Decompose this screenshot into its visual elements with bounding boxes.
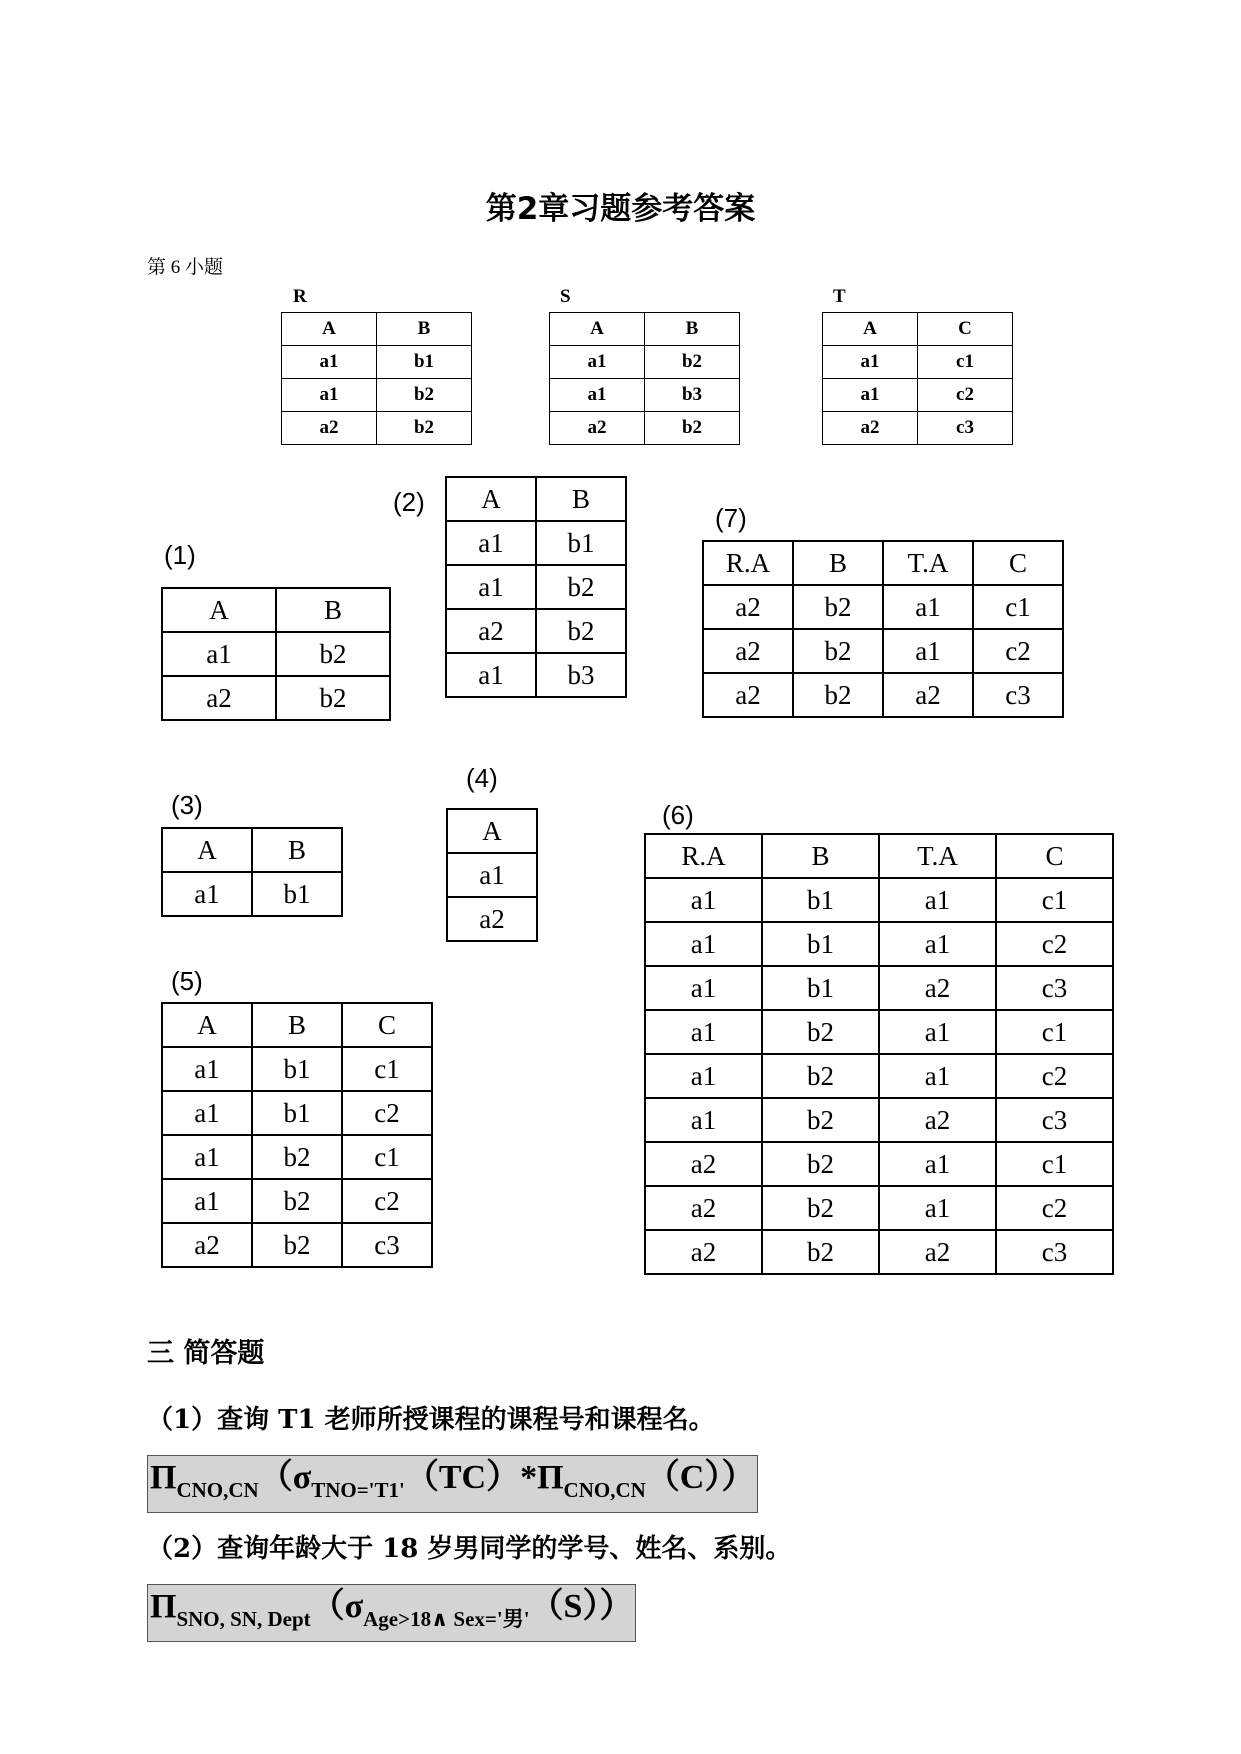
table-cell: a2 xyxy=(446,609,536,653)
table-cell: b1 xyxy=(252,1047,342,1091)
table-cell: b2 xyxy=(762,1010,879,1054)
formula-1-tail: （C）） xyxy=(645,1459,756,1496)
table-row xyxy=(823,346,1013,379)
table-cell: a2 xyxy=(162,1223,252,1267)
relation-t-table xyxy=(822,312,1013,445)
question-1-formula xyxy=(147,1455,758,1513)
table-cell: a1 xyxy=(883,629,973,673)
table-header-cell: B xyxy=(252,828,342,872)
table-cell: b2 xyxy=(377,379,472,412)
table-cell: b2 xyxy=(252,1135,342,1179)
table-header-cell: T.A xyxy=(879,834,996,878)
relation-name-t: T xyxy=(833,286,846,307)
table-cell: b2 xyxy=(645,346,740,379)
table-header-cell: A xyxy=(447,809,537,853)
table-row xyxy=(162,1091,432,1135)
table-cell: c1 xyxy=(996,1142,1113,1186)
answer-6-table xyxy=(644,833,1114,1275)
table-cell: c2 xyxy=(973,629,1063,673)
table-cell: a2 xyxy=(883,673,973,717)
table-cell: b3 xyxy=(645,379,740,412)
table-row xyxy=(446,609,626,653)
table-header-cell: B xyxy=(536,477,626,521)
table-cell: b2 xyxy=(762,1054,879,1098)
table-cell: b2 xyxy=(793,629,883,673)
table-cell: a1 xyxy=(879,922,996,966)
table-cell: a1 xyxy=(282,346,377,379)
table-cell: a2 xyxy=(645,1142,762,1186)
table-cell: a1 xyxy=(645,1054,762,1098)
table-cell: a2 xyxy=(282,412,377,445)
table-cell: c2 xyxy=(342,1091,432,1135)
table-header-cell: B xyxy=(276,588,390,632)
table-cell: a2 xyxy=(550,412,645,445)
table-row xyxy=(703,585,1063,629)
table-cell: c3 xyxy=(996,966,1113,1010)
table-cell: c2 xyxy=(996,922,1113,966)
table-cell: c3 xyxy=(996,1098,1113,1142)
answer-5-table xyxy=(161,1002,433,1268)
table-row xyxy=(645,1010,1113,1054)
table-header-row xyxy=(162,1003,432,1047)
table-header-cell: A xyxy=(550,313,645,346)
table-header-cell: B xyxy=(645,313,740,346)
table-cell: a2 xyxy=(645,1230,762,1274)
table-cell: a1 xyxy=(879,1010,996,1054)
table-cell: a1 xyxy=(282,379,377,412)
table-header-row xyxy=(703,541,1063,585)
table-cell: b1 xyxy=(252,1091,342,1135)
table-row xyxy=(703,629,1063,673)
answer-label-6: (6) xyxy=(662,800,694,830)
relation-name-s: S xyxy=(560,286,571,307)
table-cell: c2 xyxy=(996,1186,1113,1230)
table-header-row xyxy=(645,834,1113,878)
table-cell: b2 xyxy=(762,1142,879,1186)
table-cell: a2 xyxy=(162,676,276,720)
table-cell: a1 xyxy=(879,1054,996,1098)
table-row xyxy=(446,565,626,609)
table-cell: b2 xyxy=(762,1098,879,1142)
table-row xyxy=(645,1098,1113,1142)
answer-7-table xyxy=(702,540,1064,718)
question-1-text: （1）查询 T1 老师所授课程的课程号和课程名。 xyxy=(147,1405,715,1435)
question-2-formula xyxy=(147,1584,636,1642)
table-row xyxy=(447,897,537,941)
formula-1-pi: Π xyxy=(150,1459,177,1496)
table-row xyxy=(823,412,1013,445)
table-cell: a2 xyxy=(703,673,793,717)
table-header-cell: B xyxy=(377,313,472,346)
table-cell: a2 xyxy=(879,1230,996,1274)
table-row xyxy=(282,346,472,379)
answer-label-1: (1) xyxy=(164,540,196,570)
table-row xyxy=(550,412,740,445)
table-cell: b1 xyxy=(762,966,879,1010)
table-header-cell: A xyxy=(282,313,377,346)
table-cell: b2 xyxy=(645,412,740,445)
table-header-cell: A xyxy=(162,828,252,872)
table-header-row xyxy=(162,828,342,872)
section-heading: 三 简答题 xyxy=(147,1338,265,1369)
table-cell: c1 xyxy=(342,1135,432,1179)
table-cell: b1 xyxy=(762,922,879,966)
table-row xyxy=(162,676,390,720)
table-header-row xyxy=(162,588,390,632)
formula-2-sigma-sub: Age>18∧ Sex='男' xyxy=(363,1607,530,1631)
table-header-cell: T.A xyxy=(883,541,973,585)
table-cell: c3 xyxy=(973,673,1063,717)
answer-label-5: (5) xyxy=(171,966,203,996)
table-cell: c2 xyxy=(996,1054,1113,1098)
table-cell: b2 xyxy=(536,609,626,653)
formula-2-sigma: （σ xyxy=(310,1588,364,1625)
table-cell: b3 xyxy=(536,653,626,697)
table-cell: a1 xyxy=(883,585,973,629)
relation-name-r: R xyxy=(293,286,307,307)
formula-1-sigma-sub: TNO='T1' xyxy=(311,1478,405,1502)
table-header-cell: R.A xyxy=(703,541,793,585)
table-cell: a1 xyxy=(162,632,276,676)
table-cell: c1 xyxy=(996,878,1113,922)
table-cell: c2 xyxy=(918,379,1013,412)
table-cell: a2 xyxy=(645,1186,762,1230)
table-row xyxy=(645,1054,1113,1098)
page-title: 第2章习题参考答案 xyxy=(485,191,756,227)
table-cell: a1 xyxy=(823,379,918,412)
relation-r-table xyxy=(281,312,472,445)
table-cell: a1 xyxy=(162,1179,252,1223)
table-row xyxy=(550,346,740,379)
table-row xyxy=(282,379,472,412)
formula-1-pi2-sub: CNO,CN xyxy=(563,1478,646,1502)
table-header-cell: C xyxy=(973,541,1063,585)
table-header-cell: B xyxy=(793,541,883,585)
table-cell: b2 xyxy=(762,1186,879,1230)
table-row xyxy=(645,922,1113,966)
table-header-cell: A xyxy=(823,313,918,346)
table-cell: c3 xyxy=(342,1223,432,1267)
table-row xyxy=(645,878,1113,922)
table-cell: c1 xyxy=(996,1010,1113,1054)
table-cell: b2 xyxy=(252,1223,342,1267)
table-cell: a1 xyxy=(446,521,536,565)
formula-2-pi: Π xyxy=(150,1588,177,1625)
table-row xyxy=(282,412,472,445)
table-cell: c1 xyxy=(918,346,1013,379)
table-cell: a1 xyxy=(162,1091,252,1135)
table-header-cell: A xyxy=(162,1003,252,1047)
answer-1-table xyxy=(161,587,391,721)
table-cell: a2 xyxy=(703,585,793,629)
table-cell: b2 xyxy=(377,412,472,445)
table-row xyxy=(645,966,1113,1010)
table-cell: a2 xyxy=(447,897,537,941)
question-2-text: （2）查询年龄大于 18 岁男同学的学号、姓名、系别。 xyxy=(147,1534,792,1564)
formula-1-pi-sub: CNO,CN xyxy=(176,1478,259,1502)
table-row xyxy=(162,1047,432,1091)
formula-1-sigma: （σ xyxy=(258,1459,312,1496)
table-cell: a1 xyxy=(879,878,996,922)
answer-label-4: (4) xyxy=(466,763,498,793)
table-row xyxy=(162,872,342,916)
table-cell: a1 xyxy=(823,346,918,379)
table-row xyxy=(645,1142,1113,1186)
table-row xyxy=(550,379,740,412)
table-row xyxy=(447,853,537,897)
table-header-row xyxy=(282,313,472,346)
table-cell: b2 xyxy=(793,673,883,717)
table-cell: b1 xyxy=(536,521,626,565)
table-cell: c1 xyxy=(342,1047,432,1091)
subtitle: 第 6 小题 xyxy=(147,257,224,278)
table-cell: a1 xyxy=(879,1142,996,1186)
table-row xyxy=(645,1186,1113,1230)
answer-label-3: (3) xyxy=(171,790,203,820)
table-header-row xyxy=(823,313,1013,346)
table-cell: a1 xyxy=(550,379,645,412)
table-cell: a1 xyxy=(645,1010,762,1054)
table-cell: b2 xyxy=(276,676,390,720)
table-row xyxy=(446,521,626,565)
table-header-cell: B xyxy=(762,834,879,878)
table-cell: a1 xyxy=(645,878,762,922)
table-cell: c1 xyxy=(973,585,1063,629)
table-header-cell: R.A xyxy=(645,834,762,878)
table-header-cell: A xyxy=(446,477,536,521)
table-cell: a1 xyxy=(162,1047,252,1091)
formula-1-mid: （TC）*Π xyxy=(404,1459,564,1496)
table-row xyxy=(823,379,1013,412)
table-row xyxy=(162,632,390,676)
table-header-cell: A xyxy=(162,588,276,632)
table-header-cell: C xyxy=(342,1003,432,1047)
table-cell: b1 xyxy=(252,872,342,916)
table-header-row xyxy=(446,477,626,521)
table-cell: c2 xyxy=(342,1179,432,1223)
table-cell: b2 xyxy=(252,1179,342,1223)
table-cell: b1 xyxy=(377,346,472,379)
table-row xyxy=(645,1230,1113,1274)
table-cell: c3 xyxy=(918,412,1013,445)
table-cell: a1 xyxy=(447,853,537,897)
table-cell: b2 xyxy=(793,585,883,629)
table-cell: b1 xyxy=(762,878,879,922)
table-row xyxy=(703,673,1063,717)
table-header-row xyxy=(550,313,740,346)
table-cell: a1 xyxy=(162,872,252,916)
answer-label-2: (2) xyxy=(393,487,425,517)
table-cell: a2 xyxy=(823,412,918,445)
table-cell: a1 xyxy=(645,922,762,966)
table-cell: a1 xyxy=(446,565,536,609)
table-cell: b2 xyxy=(276,632,390,676)
table-cell: a1 xyxy=(162,1135,252,1179)
answer-label-7: (7) xyxy=(715,503,747,533)
table-row xyxy=(162,1179,432,1223)
table-cell: a1 xyxy=(879,1186,996,1230)
answer-2-table xyxy=(445,476,627,698)
table-row xyxy=(446,653,626,697)
table-cell: b2 xyxy=(762,1230,879,1274)
table-header-cell: C xyxy=(918,313,1013,346)
table-header-cell: C xyxy=(996,834,1113,878)
table-header-row xyxy=(447,809,537,853)
table-header-cell: B xyxy=(252,1003,342,1047)
table-cell: a1 xyxy=(446,653,536,697)
relation-s-table xyxy=(549,312,740,445)
table-cell: a1 xyxy=(550,346,645,379)
table-row xyxy=(162,1223,432,1267)
answer-3-table xyxy=(161,827,343,917)
table-cell: a1 xyxy=(645,1098,762,1142)
table-cell: a2 xyxy=(703,629,793,673)
table-row xyxy=(162,1135,432,1179)
answer-4-table xyxy=(446,808,538,942)
table-cell: a2 xyxy=(879,1098,996,1142)
table-cell: c3 xyxy=(996,1230,1113,1274)
table-cell: a2 xyxy=(879,966,996,1010)
table-cell: b2 xyxy=(536,565,626,609)
table-cell: a1 xyxy=(645,966,762,1010)
formula-2-tail: （S）） xyxy=(529,1588,634,1625)
formula-2-pi-sub: SNO, SN, Dept xyxy=(176,1607,311,1631)
